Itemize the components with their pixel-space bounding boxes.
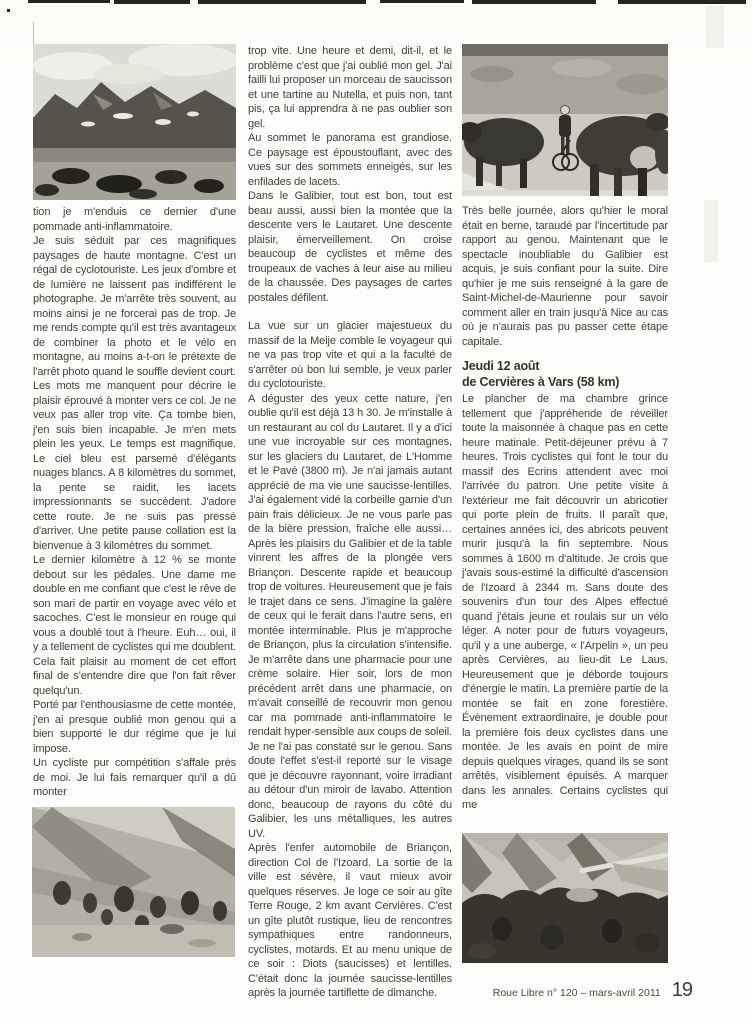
paragraph: A déguster des yeux cette nature, j'en oublie qu'il est déjà 13 h 30. Je m'installe à un restaurant au col du Lautaret. Il y a d'ici une vue incroyable sur ces montagnes, sur les glaciers du Lautaret, de L'Homme et le Pavé (3800 m). Je n'ai jamais autant apprécié de ma vie une saucisse-lentilles. J'ai également vidé la corbeille garnie d'un pain frais délicieux. Je ne vous parle pas de la bière pression, fraîche elle aussi… Après les plaisirs du Galibier et de la table vinrent les affres de la plongée vers Briançon. Descente rapide et beaucoup trop de voitures. Heureusement que je fais le trajet dans ce sens. J'imagine la galère de ceux qui le ferait dans l'autre sens, en montée interminable. Plus je m'approche de Briançon, plus la circulation s'intensifie. Je m'arrête dans une pharmacie pour une crème solaire. Hier soir, lors de mon précédent arrêt dans une pharmacie, on m'avait conseillé de recouvrir mon genou car ma pommade anti-inflammatoire le rendait hyper-sensible aux coups de soleil. Je ne l'ai pas constaté sur le genou. Sans doute l'effet s'est-il reporté sur le visage que je découvre rayonnant, voire irradiant au détour d'un miroir de lavabo. Attention donc, beaucoup de rayons du côté du Galibier, les uns métalliques, les autres UV. (248, 392, 452, 840)
paragraph: Après l'enfer automobile de Briançon, direction Col de l'Izoard. La sortie de la ville est sévère, il vaut mieux avoir quelques réserves. Je loge ce soir au gîte Terre Rouge, 2 km avant Cervières. C'est un gîte plutôt rustique, lieu de rencontres sympathiques entre randonneurs, cyclistes, motards. Et au menu unique de ce soir : Diots (saucisses) et lentilles. C'était donc la journée saucisse-lentilles après la journée tartiflette de dimanche. (248, 842, 452, 999)
paragraph: tion je m'enduis ce dernier d'une pommade anti-inflammatoire. (33, 206, 236, 233)
scan-artifact (198, 0, 366, 4)
scan-artifact (380, 0, 464, 3)
scan-artifact (472, 0, 596, 4)
photo-izoard-road-image (462, 833, 668, 963)
scan-smudge (704, 200, 718, 262)
stage-heading (462, 358, 668, 390)
scan-artifact (618, 0, 746, 4)
paragraph: La vue sur un glacier majestueux du massif de la Meije comble le voyageur qui ne va pas trop vite et qui a la faculté de s'arrêter où bon lui semble, je veux parler du cyclotouriste. (248, 320, 452, 390)
column-1 (33, 205, 236, 800)
scan-smudge (706, 6, 724, 48)
paragraph: Les mots me manquent pour décrire le plaisir éprouvé à monter vers ce col. Je ne veux pas aller trop vite. Ça tombe bien, j'en suis bien incapable. Je m'en mets plein les yeux. Le temps est magnifique. Le ciel bleu est parsemé d'élégants nuages blancs. A 8 kilomètres du sommet, la pente se raidit, les lacets impressionnants se succèdent. J'adore cette route. Je ne suis pas pressé d'arriver. Une petite pause collation est la bienvenue à 3 kilomètres du sommet. (33, 380, 236, 552)
scan-artifact (7, 9, 10, 12)
photo-mountains-cows (33, 44, 236, 200)
paragraph: Un cycliste pur compétition s'affale près de moi. Je lui fais remarquer qu'il a dû monter (33, 757, 236, 798)
page-number: 19 (671, 979, 692, 1001)
stage-heading-date: Jeudi 12 août (462, 359, 540, 373)
paragraph: Dans le Galibier, tout est bon, tout est beau aussi, aussi bien la montée que la descente vers le Lautaret. Une descente plaisir, émerveillement. On croise beaucoup de cyclistes et même des troupeaux de vaches à leur aise au milieu de la chaussée. Des paysages de cartes postales défilent. (248, 190, 452, 304)
page-footer (392, 979, 692, 1002)
photo-izoard-road (462, 833, 668, 963)
paragraph: Je suis séduit par ces magnifiques paysages de haute montagne. C'est un régal de cyclotouriste. Les jeux d'ombre et de lumière ne laissent pas indifférent le photographe. Je m'arrête très souvent, au moins ainsi je ne forcerai pas de trop. Je me rends compte qu'il est très avantageux de combiner la photo et le vélo en montagne, au moins a-t-on le prétexte de l'arrêt photo quand le souffle devient court. (33, 235, 236, 378)
paragraph: Le plancher de ma chambre grince tellement que j'appréhende de réveiller toute la maisonnée à chaque pas en cette heure matinale. Petit-déjeuner prévu à 7 heures. Trois cyclistes qui font le tour du massif des Ecrins attendent avec moi l'arrivée du patron. Une petite visite à l'extérieur me fait découvrir un abricotier qui porte plein de fruits. Il paraît que, certaines années ici, des abricots peuvent murir jusqu'à la fin septembre. Nous sommes à 1600 m d'altitude. Je crois que j'avais sous-estimé la difficulté d'ascension de l'Izoard à 2344 m. Sans doute des souvenirs d'un tour des Alpes effectué quand j'étais jeune et roulais sur un vélo léger. A noter pour de futurs voyageurs, qu'il y a une auberge, « l'Arpelin », un peu après Cervières, au lieu-dit Le Laus. Heureusement que je déborde toujours d'énergie le matin. La première partie de la montée se fait en zone forestière. Évènement extraordinaire, je double pour la première fois deux cyclistes dans une montée. Je les avais en point de mire depuis quelques virages, quand ils se sont arrêtés, visiblement épuisés. A marquer dans les annales. Certains cyclistes qui me (462, 393, 668, 811)
column-2 (248, 44, 452, 1001)
paragraph: Au sommet le panorama est grandiose. Ce paysage est époustouflant, avec des vues sur des sommets enneigés, sur les enfilades de lacets. (248, 132, 452, 188)
photo-mountains-cows-image (33, 44, 236, 200)
photo-mountain-slope-image (32, 807, 235, 957)
stage-heading-route: de Cervières à Vars (58 km) (462, 375, 620, 389)
journal-issue-label: Roue Libre n° 120 – mars-avril 2011 (492, 987, 661, 999)
paragraph: Très belle journée, alors qu'hier le moral était en berne, taraudé par l'incertitude par rapport au genou. Maintenant que le spectacle inoubliable du Galibier est acquis, je suis confiant pour la suite. Dire qu'hier je me suis renseigné à la gare de Saint-Michel-de-Maurienne pour savoir comment aller en train jusqu'à Nice au cas où je n'aurais pas pu passer cette étape capitale. (462, 205, 668, 348)
scan-artifact (114, 0, 190, 4)
photo-mountain-slope (32, 807, 235, 957)
paragraph: trop vite. Une heure et demi, dit-il, et le problème c'est que j'ai oublié mon gel. J'ai failli lui proposer un morceau de saucisson et une tartine au Nutella, et puis non, tant pis, ça lui apprendra à ne pas oublier son gel. (248, 45, 452, 130)
paragraph: Porté par l'enthousiasme de cette montée, j'en ai presque oublié mon genou qui a bien supporté le dur régime que je lui impose. (33, 699, 236, 755)
photo-cyclist-cows-image (462, 44, 668, 196)
scan-artifact (28, 0, 110, 3)
photo-cyclist-cows (462, 44, 668, 196)
paragraph: Le dernier kilomètre à 12 % se monte debout sur les pédales. Une dame me double en me confiant que c'est le rêve de son mari de partir en voyage avec vélo et sacoches. C'est le monsieur en rouge qui vous a doublé tout à l'heure. Euh… oui, il y a tellement de cyclistes qui me doublent. Cela fait plaisir au moment de cet effort final de s'entendre dire que l'on fait rêver quelqu'un. (33, 554, 236, 697)
column-3 (462, 204, 668, 813)
